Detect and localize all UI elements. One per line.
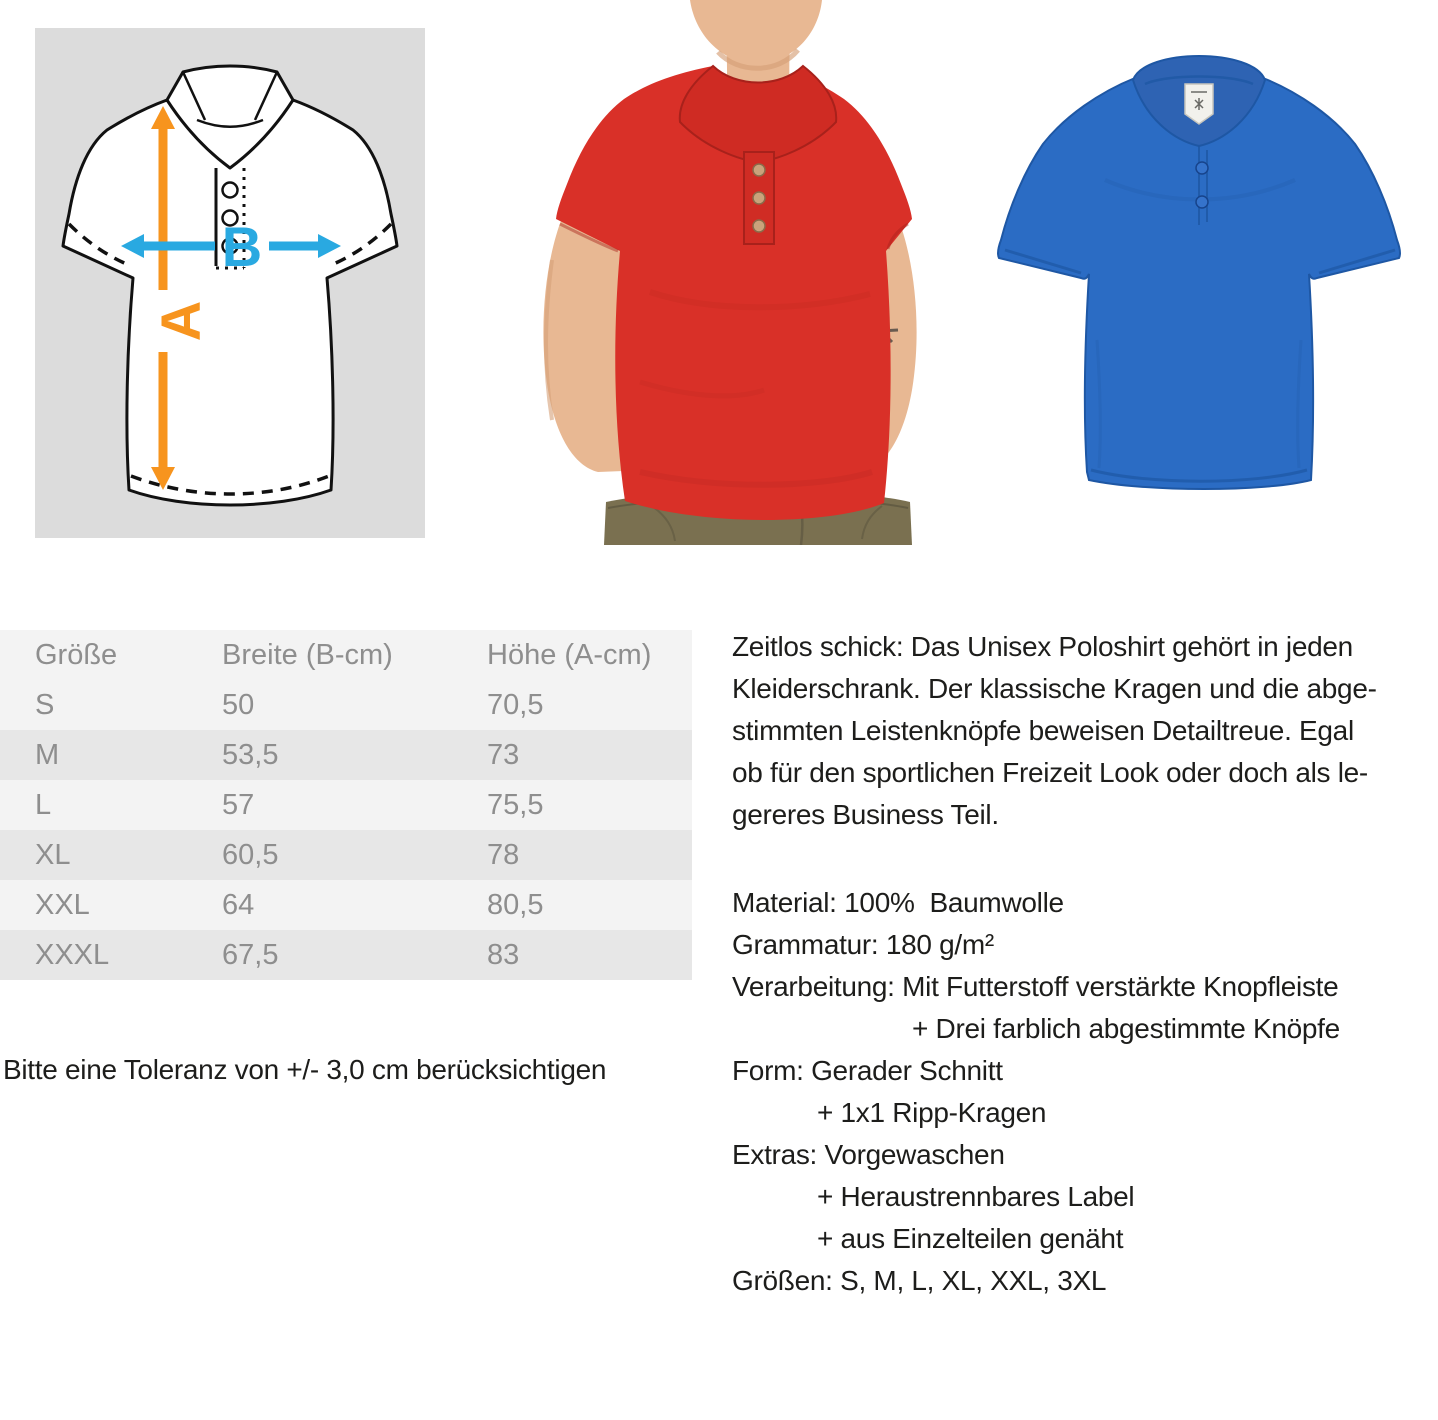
width-cell: 64 bbox=[222, 888, 255, 921]
height-cell: 70,5 bbox=[487, 688, 544, 721]
width-cell: 60,5 bbox=[222, 838, 279, 871]
column-header-breite: Breite (B-cm) bbox=[222, 638, 393, 671]
table-row bbox=[0, 930, 692, 980]
polo-outline-icon bbox=[63, 66, 397, 505]
spec-line-form: Form: Gerader Schnitt bbox=[732, 1055, 1003, 1086]
table-row bbox=[0, 780, 692, 830]
description-line: gereres Business Teil. bbox=[732, 799, 999, 830]
height-cell: 83 bbox=[487, 938, 520, 971]
button-icon bbox=[1196, 162, 1208, 174]
size-cell: M bbox=[35, 738, 60, 771]
width-cell: 50 bbox=[222, 688, 255, 721]
width-cell: 67,5 bbox=[222, 938, 279, 971]
description-line: ob für den sportlichen Freizeit Look oder doch als le- bbox=[732, 757, 1368, 788]
spec-line-einzelteile: + aus Einzelteilen genäht bbox=[817, 1223, 1124, 1254]
table-row bbox=[0, 730, 692, 780]
width-cell: 57 bbox=[222, 788, 255, 821]
spec-list bbox=[732, 882, 1438, 1302]
height-cell: 73 bbox=[487, 738, 520, 771]
tolerance-note: Bitte eine Toleranz von +/- 3,0 cm berücksichtigen bbox=[3, 1054, 607, 1085]
button-icon bbox=[223, 183, 238, 198]
blue-polo-image bbox=[985, 40, 1415, 502]
description-line: stimmten Leistenknöpfe beweisen Detailtreue. Egal bbox=[732, 715, 1354, 746]
height-cell: 78 bbox=[487, 838, 520, 871]
height-cell: 80,5 bbox=[487, 888, 544, 921]
size-cell: XXXL bbox=[35, 938, 110, 971]
size-cell: L bbox=[35, 788, 52, 821]
size-cell: XL bbox=[35, 838, 71, 871]
size-cell: S bbox=[35, 688, 55, 721]
spec-line-material: Material: 100% Baumwolle bbox=[732, 887, 1064, 918]
width-cell: 53,5 bbox=[222, 738, 279, 771]
size-table bbox=[0, 630, 692, 980]
description-line: Zeitlos schick: Das Unisex Poloshirt gehört in jeden bbox=[732, 631, 1353, 662]
spec-line-verarbeitung: Verarbeitung: Mit Futterstoff verstärkte Knopfleiste bbox=[732, 971, 1339, 1002]
red-polo-model-image bbox=[500, 0, 960, 545]
spec-line-grammatur: Grammatur: 180 g/m² bbox=[732, 929, 994, 960]
label-b: B bbox=[221, 214, 263, 278]
column-header-hoehe: Höhe (A-cm) bbox=[487, 638, 652, 671]
description-line: Kleiderschrank. Der klassische Kragen und die abge- bbox=[732, 673, 1377, 704]
polo-measurement-diagram-icon bbox=[35, 28, 425, 538]
table-row bbox=[0, 830, 692, 880]
table-row bbox=[0, 680, 692, 730]
button-icon bbox=[753, 164, 765, 176]
model-photo-red-polo bbox=[500, 0, 960, 545]
button-icon bbox=[753, 192, 765, 204]
size-cell: XXL bbox=[35, 888, 90, 921]
spec-line-groessen: Größen: S, M, L, XL, XXL, 3XL bbox=[732, 1265, 1107, 1296]
table-header-row bbox=[0, 630, 692, 680]
size-diagram bbox=[35, 28, 425, 538]
label-a: A bbox=[148, 300, 212, 342]
product-description bbox=[732, 626, 1438, 1302]
button-icon bbox=[1196, 196, 1208, 208]
spec-line-kragen: + 1x1 Ripp-Kragen bbox=[817, 1097, 1047, 1128]
spec-line-extras: Extras: Vorgewaschen bbox=[732, 1139, 1005, 1170]
column-header-groesse: Größe bbox=[35, 638, 118, 671]
height-cell: 75,5 bbox=[487, 788, 544, 821]
blue-polo-shirt bbox=[998, 56, 1400, 489]
product-photo-blue-polo bbox=[985, 40, 1415, 502]
spec-line-knoepfe: + Drei farblich abgestimmte Knöpfe bbox=[912, 1013, 1340, 1044]
table-row bbox=[0, 880, 692, 930]
description-intro bbox=[732, 626, 1438, 836]
spec-line-label: + Heraustrennbares Label bbox=[817, 1181, 1135, 1212]
button-icon bbox=[753, 220, 765, 232]
